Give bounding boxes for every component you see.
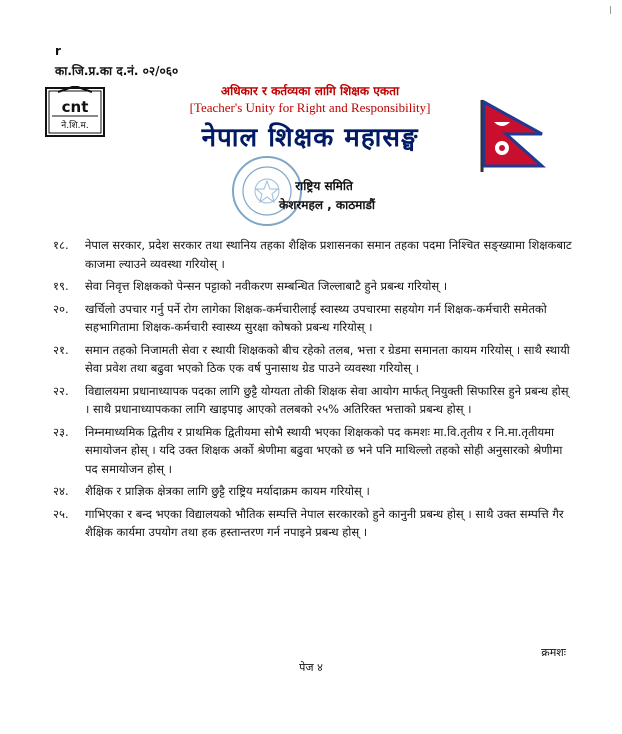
item-text: शैक्षिक र प्राज्ञिक क्षेत्रका लागि छुट्टै राष्ट्रिय मर्यादाक्रम कायम गरियोस् ।: [85, 484, 370, 498]
item-text: खर्चिलो उपचार गर्नु पर्ने रोग लागेका शिक्षक-कर्मचारीलाई स्वास्थ्य उपचारमा सहयोग गर्न शिक्षक-कर्मचारी समेतको सहभागितामा शिक्षक-कर्मचारी स्वास्थ्य सुरक्षा कोषको प्रबन्ध गरियोस् ।: [85, 301, 547, 334]
item-number: १८.: [53, 238, 69, 252]
item-text: गाभिएका र बन्द भएका विद्यालयको भौतिक सम्पत्ति नेपाल सरकारको हुने कानुनी प्रबन्ध होस् । साथै उक्त सम्पत्ति गैर शैक्षिक कार्यमा उपयोग तथा हक हस्तान्तरण गर्न नपाइने प्रबन्ध होस् ।: [85, 506, 564, 539]
item-number: १९.: [53, 279, 69, 293]
page-number: पेज ४: [299, 661, 323, 674]
scan-mark: [610, 6, 611, 14]
logo-text-bottom: ने.शि.म.: [61, 121, 89, 131]
item-number: २२.: [53, 383, 69, 398]
item-text: नेपाल सरकार, प्रदेश सरकार तथा स्थानिय तहका शैक्षिक प्रशासनका समान तहका पदमा निश्चित सङ्ख्यामा शिक्षकबाट काजमा ल्याउने व्यवस्था गरियोस् ।: [85, 238, 572, 271]
list-item: [53, 300, 573, 337]
logo-text-top: cnt: [61, 98, 89, 116]
slogan-nepali: अधिकार र कर्तव्यका लागि शिक्षक एकता: [220, 84, 400, 98]
item-text: निम्नमाध्यमिक द्वितीय र प्राथमिक द्वितीयमा सोभै स्थायी भएका शिक्षकको पद कमशः मा.वि.तृतीय र नि.मा.तृतीयमा समायोजन होस् । यदि उक्त शिक्षक अर्को श्रेणीमा बढुवा भएको छ भने पनि माथिल्लो तहको सोही अनुसारको श्रेणीमा पद समायोजन होस् ।: [85, 424, 563, 476]
list-item: [53, 236, 573, 273]
list-item: [53, 341, 573, 378]
item-number: २०.: [53, 301, 69, 316]
list-item: [53, 277, 573, 296]
slogan-english: [Teacher's Unity for Right and Responsibility]: [189, 100, 431, 115]
top-mark: r: [55, 44, 61, 58]
list-item: [53, 505, 573, 542]
item-text: विद्यालयमा प्रधानाध्यापक पदका लागि छुट्टै योग्यता तोकी शिक्षक सेवा आयोग मार्फत् नियुक्ती सिफारिस हुने प्रबन्ध होस् । साथै प्रधानाध्यापकका लागि खाइपाइ आएको तलबको २५% अतिरिक्त भत्ताको प्रबन्ध होस् ।: [85, 383, 569, 416]
item-number: २४.: [53, 484, 69, 498]
item-number: २५.: [53, 506, 69, 521]
organization-title: नेपाल शिक्षक महासङ्घ: [201, 123, 419, 153]
cnt-logo-icon: [44, 86, 106, 138]
item-text: समान तहको निजामती सेवा र स्थायी शिक्षकको बीच रहेको तलब, भत्ता र ग्रेडमा समानता कायम गरियोस् । साथै स्थायी सेवा प्रवेश तथा बढुवा भएको ठिक एक वर्ष पुनासाथ ग्रेड पाउने व्यवस्था गरियोस् ।: [85, 342, 570, 375]
reference-number: का.जि.प्र.का द.नं. ०२/०६०: [55, 64, 179, 78]
list-item: [53, 382, 573, 419]
list-item: [53, 482, 573, 501]
item-text: सेवा निवृत्त शिक्षकको पेन्सन पट्टाको नवीकरण सम्बन्धित जिल्लाबाटै हुने प्रबन्ध गरियोस् ।: [85, 279, 448, 293]
item-number: २३.: [53, 424, 69, 439]
office-location: केशरमहल , काठमाडौं: [279, 198, 375, 212]
continued-mark: क्रमशः: [541, 646, 566, 659]
list-item: [53, 423, 573, 479]
committee-name: राष्ट्रिय समिति: [295, 179, 353, 193]
item-number: २१.: [53, 342, 69, 357]
nepal-flag-icon: [476, 96, 546, 174]
demand-list: [53, 236, 573, 546]
